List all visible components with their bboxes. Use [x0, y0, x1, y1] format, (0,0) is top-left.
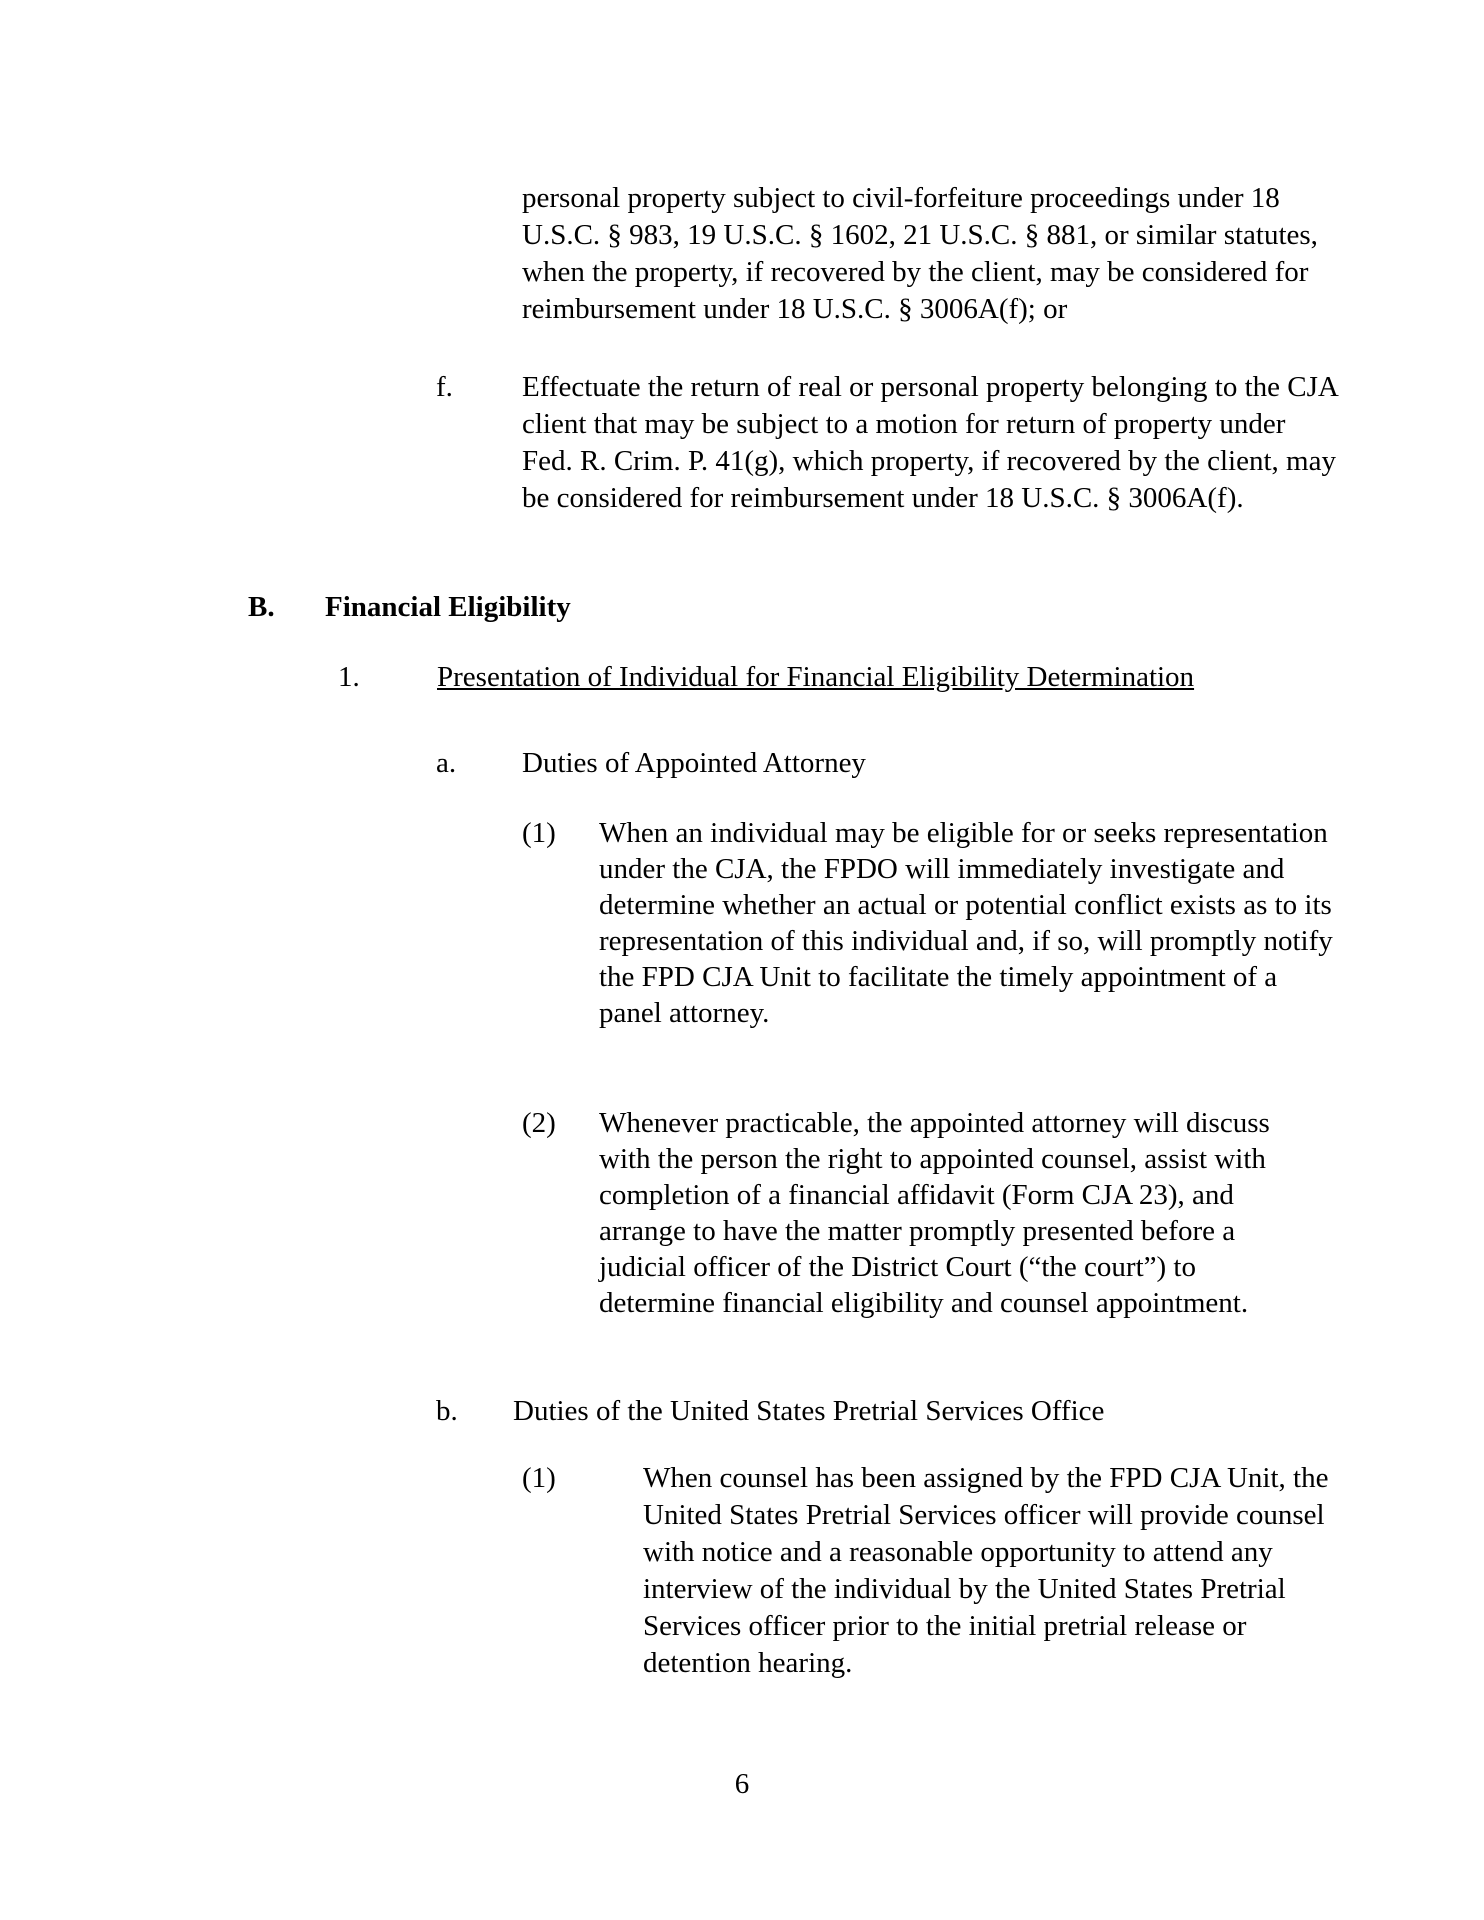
- section-b-title: Financial Eligibility: [325, 591, 571, 623]
- item-f-marker: f.: [436, 371, 453, 403]
- page-number: 6: [734, 1768, 750, 1800]
- item-a-2-marker: (2): [522, 1107, 556, 1139]
- item-b-1-marker: (1): [522, 1462, 556, 1494]
- item-f-paragraph: Effectuate the return of real or personal property belonging to the CJA client that may be subject to a motion for return of property under Fed. R. Crim. P. 41(g), which property, if recovered by the client, may be considered for reimbursement under 18 U.S.C. § 3006A(f).: [522, 371, 1338, 514]
- continuation-paragraph: personal property subject to civil-forfeiture proceedings under 18 U.S.C. § 983, 19 U.S.C. § 1602, 21 U.S.C. § 881, or similar statutes, when the property, if recovered by the client, may be considered for reimbursement under 18 U.S.C. § 3006A(f); or: [522, 182, 1318, 325]
- item-b-title: Duties of the United States Pretrial Services Office: [513, 1395, 1105, 1427]
- item-a-2-paragraph: Whenever practicable, the appointed attorney will discuss with the person the right to appointed counsel, assist with completion of a financial affidavit (Form CJA 23), and arrange to have the matter promptly presented before a judicial officer of the District Court (“the court”) to determine financial eligibility and counsel appointment.: [599, 1107, 1270, 1319]
- item-a-1-paragraph: When an individual may be eligible for or seeks representation under the CJA, the FPDO will immediately investigate and determine whether an actual or potential conflict exists as to its representation of this individual and, if so, will promptly notify the FPD CJA Unit to facilitate the timely appointment of a panel attorney.: [599, 817, 1333, 1029]
- item-a-title: Duties of Appointed Attorney: [522, 747, 866, 779]
- item-b-1-paragraph: When counsel has been assigned by the FPD CJA Unit, the United States Pretrial Services officer will provide counsel with notice and a reasonable opportunity to attend any interview of the individual by the United States Pretrial Services officer prior to the initial pretrial release or detention hearing.: [643, 1462, 1329, 1679]
- item-1-title: Presentation of Individual for Financial Eligibility Determination: [437, 661, 1195, 693]
- item-a-marker: a.: [436, 747, 457, 779]
- item-1-marker: 1.: [338, 661, 360, 693]
- section-b-marker: B.: [248, 591, 275, 623]
- item-b-marker: b.: [436, 1395, 458, 1427]
- item-a-1-marker: (1): [522, 817, 556, 849]
